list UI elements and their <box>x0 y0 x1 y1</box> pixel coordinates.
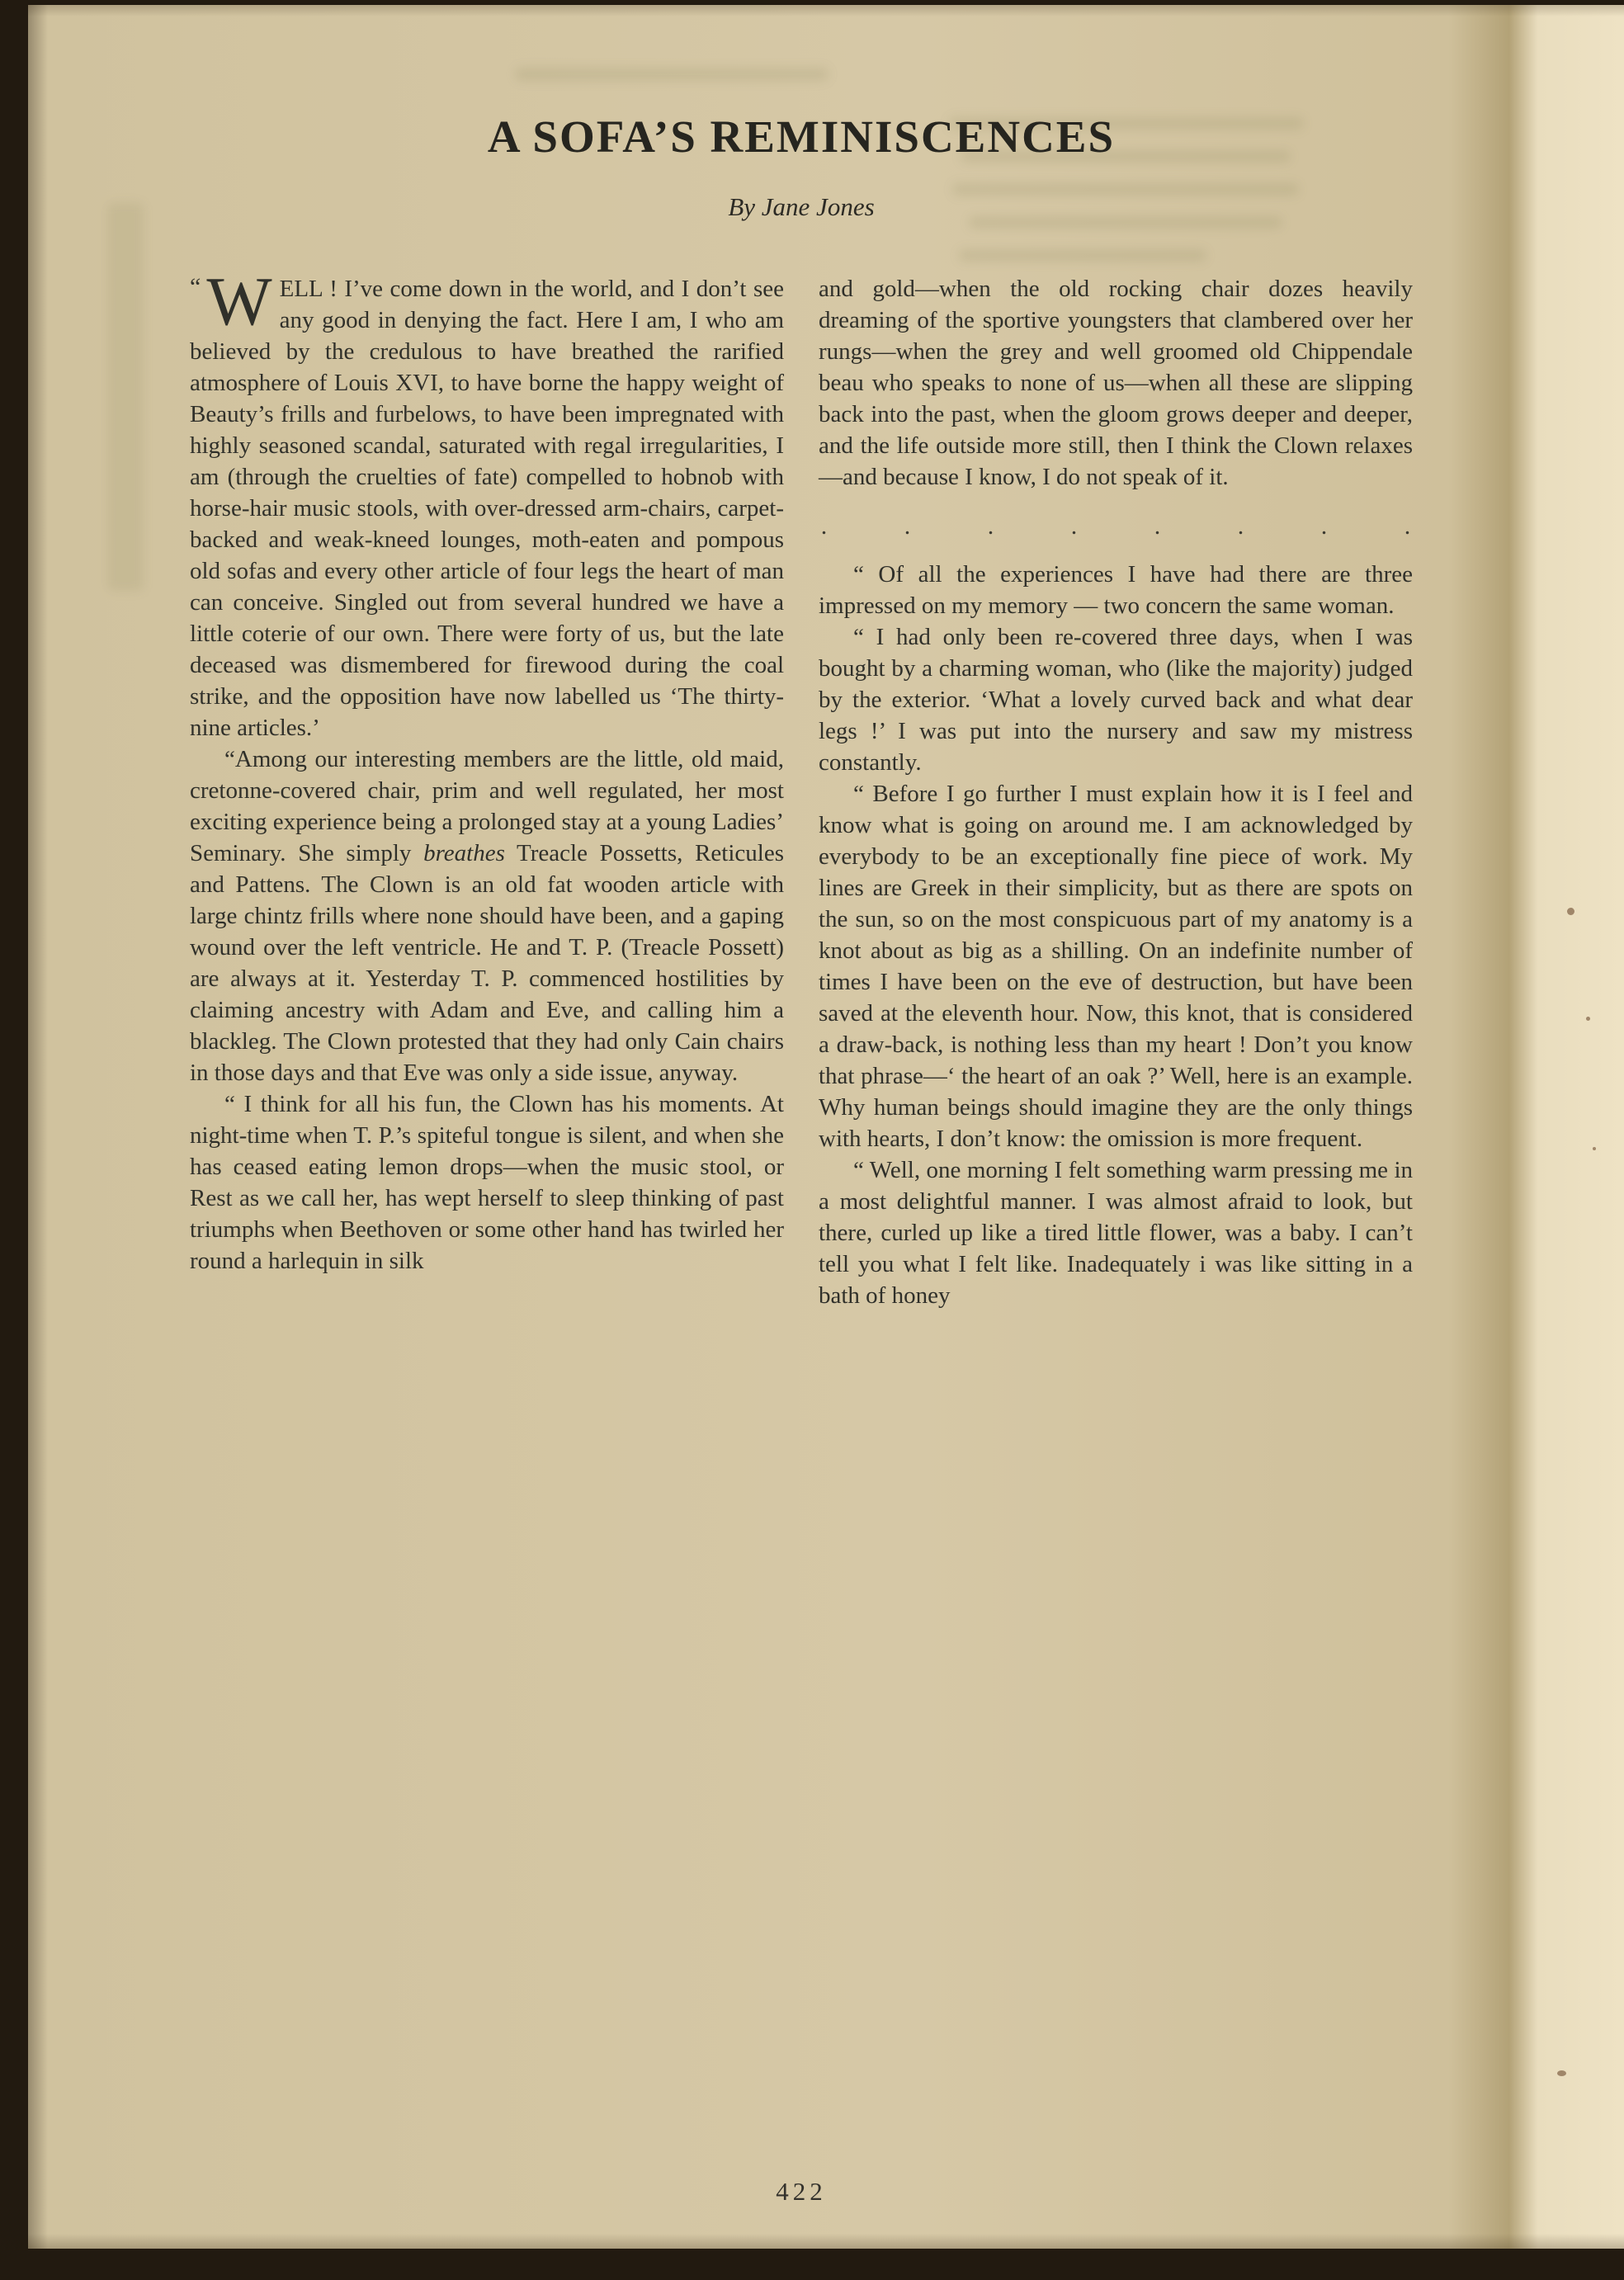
body-text: Treacle Possetts, Reticules and Pattens. The Clown is an old fat wooden article with large chintz frills where none should have been, and a gaping wound over the left ventricle. He and T. P. (Treacle Possett) are always at it. Yesterday T. P. commenced hostilities by claiming ancestry with Adam and Eve, and calling him a blackleg. The Clown protested that they had only Cain chairs in those days and that Eve was only a side issue, anyway. <box>190 840 784 1086</box>
paragraph <box>819 1154 1413 1311</box>
paragraph <box>190 263 784 743</box>
showthrough-margin <box>107 203 144 591</box>
body-text: ELL ! I’ve come down in the world, and I don’t see any good in denying the fact. Here I am, I who am believed by the credulous to have breathed the rarified atmosphere of Louis XVI, to have borne the happy weight of Beauty’s frills and furbelows, to have been impregnated with highly seasoned scandal, saturated with regal irregularities, I am (through the cruelties of fate) compelled to hobnob with horse-hair music stools, with over-dressed arm-chairs, carpet-backed and weak-kneed lounges, moth-eaten and pompous old sofas and every other article of four legs the heart of man can conceive. Singled out from several hundred we have a little coterie of our own. There were forty of us, but the late deceased was dismembered for firewood during the coal strike, and the opposition have now labelled us ‘The thirty-nine articles.’ <box>190 276 784 741</box>
paragraph <box>190 1088 784 1277</box>
drop-cap <box>190 263 272 340</box>
page-number: 422 <box>776 2177 827 2206</box>
right-column <box>819 273 1413 1311</box>
body-text: and gold—when the old rocking chair dozes heavily dreaming of the sportive youngsters that clambered over her rungs—when the grey and well groomed old Chippendale beau who speaks to none of us—when all these are slipping back into the past, when the gloom grows deeper and deeper, and the life outside more still, then I think the Clown relaxes—and because I know, I do not speak of it. <box>819 276 1413 490</box>
paragraph <box>819 559 1413 621</box>
text-columns <box>190 263 1413 1311</box>
paper-speck <box>1557 2070 1566 2076</box>
drop-cap-letter: W <box>206 263 272 340</box>
page-content <box>190 5 1413 1311</box>
scanned-page <box>28 5 1624 2249</box>
page-title: A SOFA’S REMINISCENCES <box>487 111 1116 162</box>
body-text: “ Well, one morning I felt something warm pressing me in a most delightful manner. I was almost afraid to look, but there, curled up like a tired little flower, was a baby. I can’t tell you what I felt like. Inadequately i was like sitting in a bath of honey <box>819 1157 1413 1309</box>
body-text: “Among our interesting members are the little, old maid, cretonne-covered chair, prim and well regulated, her most exciting experience being a prolonged stay at a young Ladies’ Seminary. She simply <box>190 746 784 866</box>
italic-text: breathes <box>423 840 505 866</box>
paragraph <box>819 778 1413 1154</box>
left-column <box>190 263 784 1311</box>
body-text: “ I think for all his fun, the Clown has his moments. At night-time when T. P.’s spiteful tongue is silent, and when she has ceased eating lemon drops—when the music stool, or Rest as we call her, has wept herself to sleep thinking of past triumphs when Beethoven or some other hand has twirled her round a harlequin in silk <box>190 1091 784 1274</box>
byline: By Jane Jones <box>728 192 875 221</box>
body-text: “ Of all the experiences I have had there are three impressed on my memory — two concern the same woman. <box>819 561 1413 619</box>
paper-speck <box>1593 1147 1596 1150</box>
paper-speck <box>1567 908 1574 915</box>
paragraph <box>819 273 1413 493</box>
body-text: “ Before I go further I must explain how it is I feel and know what is going on around me. I am acknowledged by everybody to be an exceptionally fine piece of work. My lines are Greek in their simplicity, but as there are spots on the sun, so on the most conspicuous part of my anatomy is a knot about as big as a shilling. On an indefinite number of times I have been on the eve of destruction, but have been saved at the eleventh hour. Now, this knot, that is considered a draw-back, is nothing less than my heart ! Don’t you know that phrase—‘ the heart of an oak ?’ Well, here is an example. Why human beings should imagine they are the only things with hearts, I don’t know: the omission is more frequent. <box>819 781 1413 1152</box>
paper-speck <box>1586 1017 1590 1021</box>
paragraph <box>819 621 1413 778</box>
opening-quote: “ <box>190 273 201 300</box>
paragraph <box>190 743 784 1088</box>
section-separator: . . . . . . . . <box>820 512 1411 540</box>
body-text: “ I had only been re-covered three days, when I was bought by a charming woman, who (like the majority) judged by the exterior. ‘What a lovely curved back and what dear legs !’ I was put into the nursery and saw my mistress constantly. <box>819 624 1413 776</box>
